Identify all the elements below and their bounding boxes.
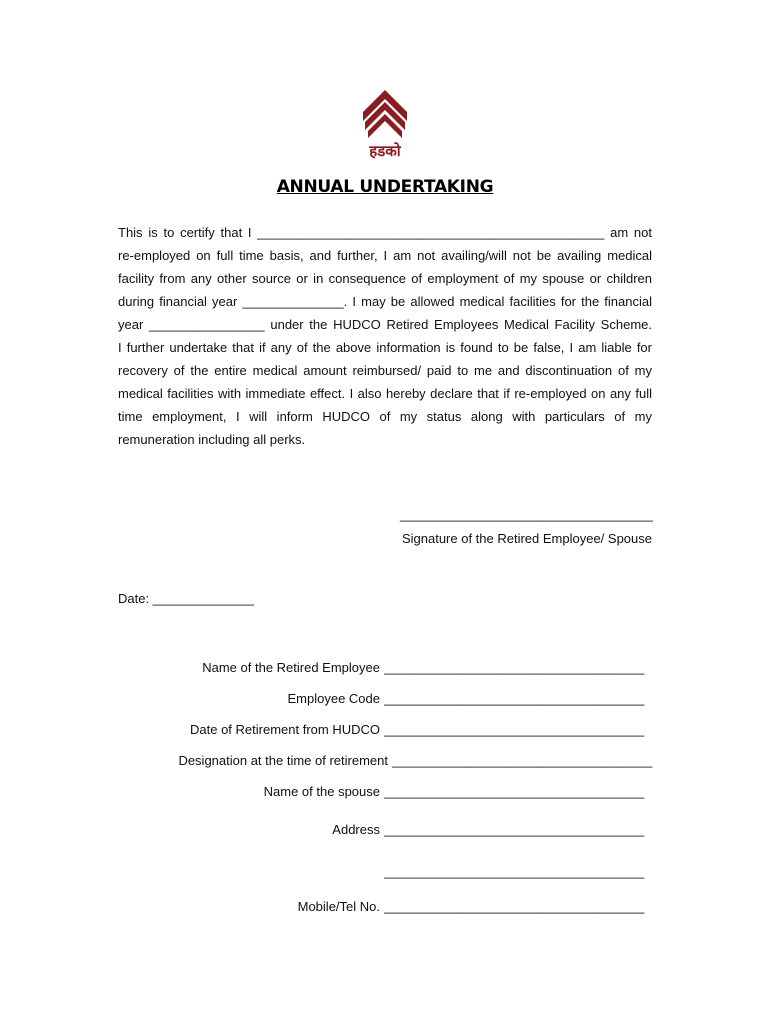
spouse-name-label: Name of the spouse	[263, 784, 380, 799]
body-line-3: facility from any other source or in consequence of employment of my spouse or children	[118, 271, 652, 286]
spouse-name-blank[interactable]: ____________________________________	[384, 784, 645, 799]
address-label: Address	[332, 822, 380, 837]
employee-code-blank[interactable]: ____________________________________	[384, 691, 645, 706]
mobile-blank[interactable]: ____________________________________	[384, 899, 645, 914]
retired-employee-name-label: Name of the Retired Employee	[202, 660, 380, 675]
logo-wordmark: हडको	[369, 142, 401, 160]
mobile-label: Mobile/Tel No.	[297, 899, 380, 914]
page-title: ANNUAL UNDERTAKING	[276, 177, 494, 197]
designation-blank[interactable]: ____________________________________	[392, 753, 653, 768]
body-line-4: during financial year ______________. I may be allowed medical facilities for the financial	[118, 294, 652, 309]
address-blank-2[interactable]: ____________________________________	[384, 864, 645, 879]
designation-label: Designation at the time of retirement	[178, 753, 388, 768]
signature-label: Signature of the Retired Employee/ Spouse	[401, 531, 652, 546]
retirement-date-label: Date of Retirement from HUDCO	[190, 722, 380, 737]
date-field[interactable]: Date: ______________	[118, 591, 254, 606]
body-line-7: recovery of the entire medical amount reimbursed/ paid to me and discontinuation of my	[118, 363, 652, 378]
body-line-9: time employment, I will inform HUDCO of my status along with particulars of my	[118, 409, 652, 424]
body-line-2: re-employed on full time basis, and further, I am not availing/will not be availing medical	[118, 248, 652, 263]
body-line-5: year ________________ under the HUDCO Retired Employees Medical Facility Scheme.	[118, 317, 652, 332]
retired-employee-name-blank[interactable]: ____________________________________	[384, 660, 645, 675]
signature-blank[interactable]: ___________________________________	[399, 507, 653, 522]
address-blank-1[interactable]: ____________________________________	[384, 822, 645, 837]
employee-code-label: Employee Code	[287, 691, 380, 706]
hudco-chevron-logo-icon	[355, 88, 415, 144]
body-line-1: This is to certify that I ________________________________________________ am not	[118, 225, 652, 240]
body-line-10: remuneration including all perks.	[118, 432, 306, 447]
body-line-6: I further undertake that if any of the above information is found to be false, I am liable for	[118, 340, 652, 355]
hudco-logo	[355, 88, 415, 164]
retirement-date-blank[interactable]: ____________________________________	[384, 722, 645, 737]
body-line-8: medical facilities with immediate effect. I also hereby declare that if re-employed on any full	[118, 386, 652, 401]
